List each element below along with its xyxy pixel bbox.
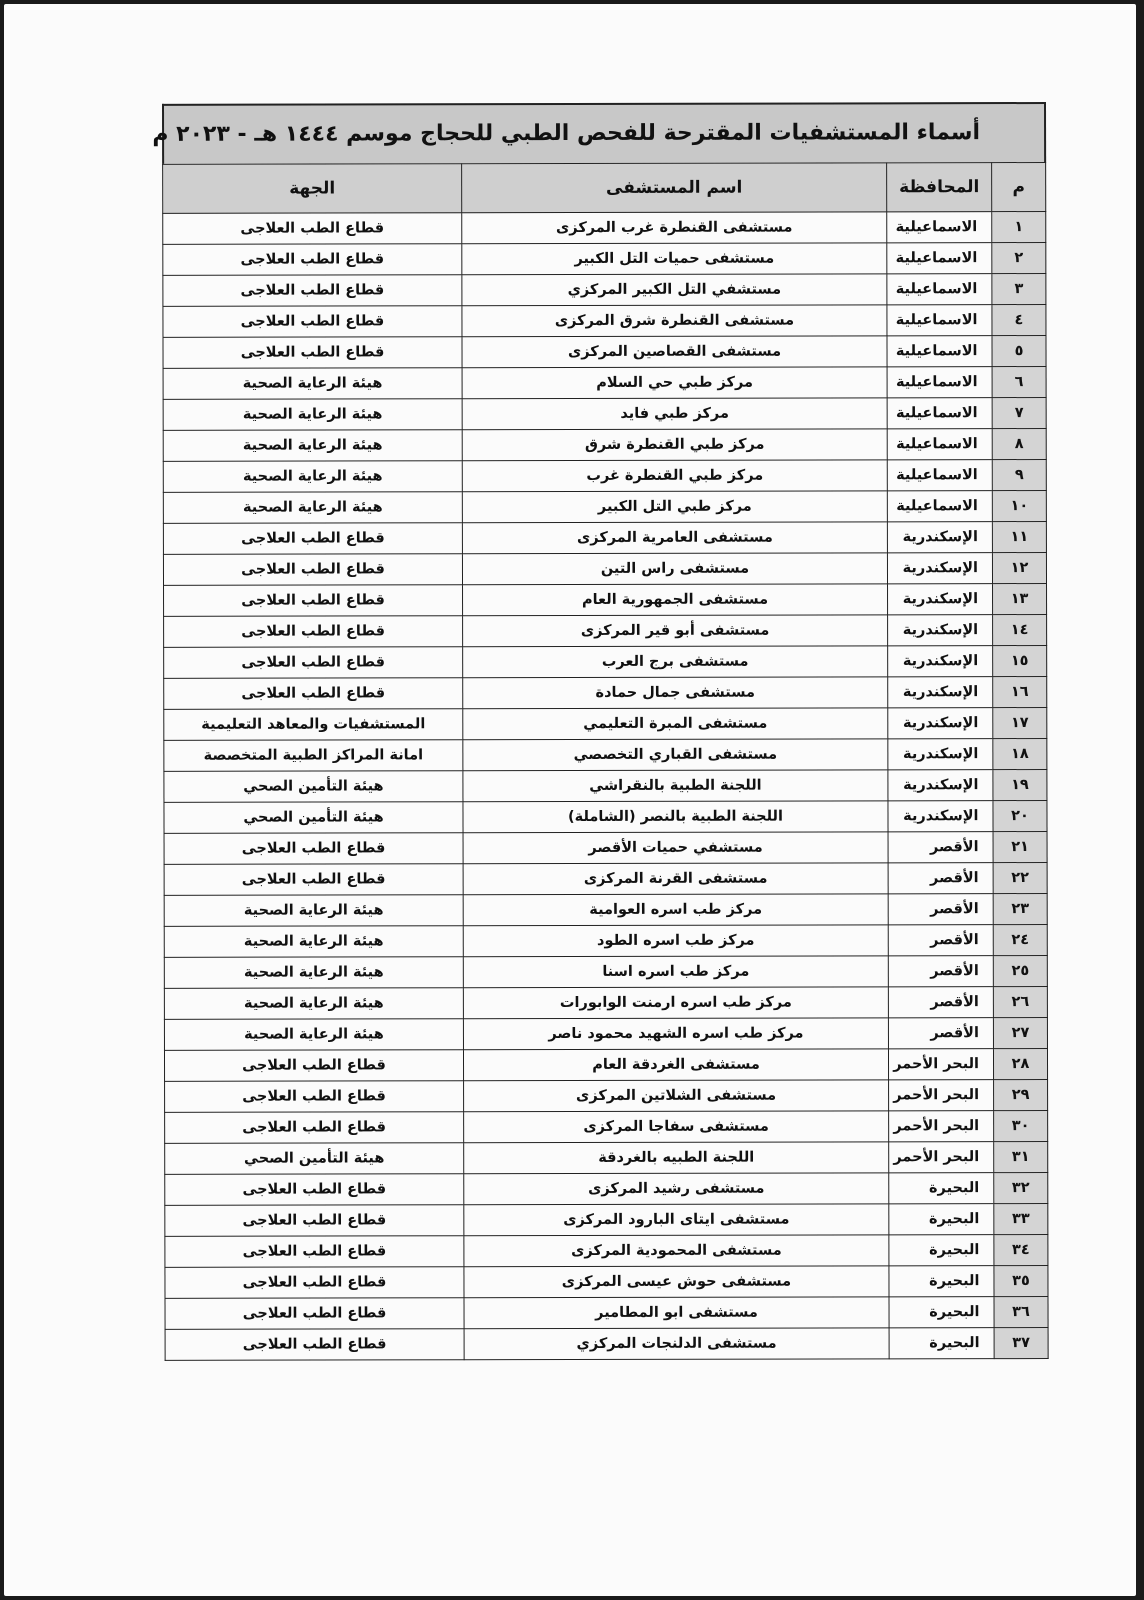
row-authority: قطاع الطب العلاجى	[164, 678, 463, 710]
row-hospital: مستشفى الغردقة العام	[463, 1049, 888, 1081]
row-authority: قطاع الطب العلاجى	[165, 1298, 464, 1330]
row-hospital: مستشفى العامرية المركزى	[462, 522, 887, 554]
row-governorate: الأقصر	[888, 894, 993, 925]
row-authority: قطاع الطب العلاجى	[164, 585, 463, 617]
row-hospital: مستشفى ابو المطامير	[464, 1297, 889, 1329]
row-governorate: الاسماعيلية	[887, 243, 992, 274]
row-governorate: الاسماعيلية	[887, 460, 992, 491]
table-row	[165, 1110, 1048, 1143]
row-authority: هيئة الرعاية الصحية	[163, 430, 462, 462]
table-row	[164, 614, 1047, 647]
row-hospital: مركز طب اسره الشهيد محمود ناصر	[463, 1018, 888, 1050]
row-authority: هيئة التأمين الصحي	[164, 771, 463, 803]
row-number: ٥	[992, 336, 1046, 367]
row-number: ١١	[992, 522, 1046, 553]
row-number: ٣٠	[994, 1110, 1048, 1141]
header-hospital: اسم المستشفى	[462, 163, 887, 213]
row-hospital: مستشفى المبرة التعليمي	[463, 708, 888, 740]
row-number: ٢٢	[993, 862, 1047, 893]
row-hospital: مستشفى الشلاتين المركزى	[464, 1080, 889, 1112]
row-number: ٩	[992, 460, 1046, 491]
row-authority: هيئة الرعاية الصحية	[164, 895, 463, 927]
row-hospital: اللجنة الطبية بالنصر (الشاملة)	[463, 801, 888, 833]
table-body	[163, 212, 1048, 1361]
row-governorate: الأقصر	[888, 832, 993, 863]
row-hospital: مستشفى حميات التل الكبير	[462, 243, 887, 275]
row-number: ١	[992, 212, 1046, 243]
row-hospital: مستشفى القرنة المركزى	[463, 863, 888, 895]
row-governorate: البحيرة	[889, 1235, 994, 1266]
row-number: ١٧	[993, 707, 1047, 738]
row-authority: هيئة الرعاية الصحية	[164, 957, 463, 989]
row-authority: هيئة التأمين الصحي	[165, 1143, 464, 1175]
row-number: ١٦	[993, 676, 1047, 707]
row-authority: امانة المراكز الطبية المتخصصة	[164, 740, 463, 772]
row-hospital: مستشفي التل الكبير المركزي	[462, 274, 887, 306]
row-authority: هيئة الرعاية الصحية	[164, 988, 463, 1020]
row-number: ٧	[992, 398, 1046, 429]
header-governorate: المحافظة	[887, 163, 992, 212]
table-row	[165, 1172, 1048, 1205]
table-row	[163, 274, 1046, 307]
row-number: ٢٩	[994, 1079, 1048, 1110]
row-governorate: البحيرة	[889, 1204, 994, 1235]
row-number: ٣٦	[994, 1296, 1048, 1327]
row-number: ١٣	[993, 584, 1047, 615]
row-authority: هيئة الرعاية الصحية	[163, 368, 462, 400]
row-hospital: مستشفى جمال حمادة	[463, 677, 888, 709]
row-hospital: مستشفى راس التين	[462, 553, 887, 585]
row-hospital: مستشفى المحمودية المركزى	[464, 1235, 889, 1267]
row-number: ٢٠	[993, 800, 1047, 831]
row-hospital: مستشفى برج العرب	[463, 646, 888, 678]
table-row	[164, 955, 1047, 988]
table-row	[163, 243, 1046, 276]
row-governorate: البحيرة	[889, 1173, 994, 1204]
row-hospital: مستشفى رشيد المركزى	[464, 1173, 889, 1205]
table-row	[163, 491, 1046, 524]
row-governorate: الاسماعيلية	[887, 274, 992, 305]
table-row	[164, 800, 1047, 833]
row-authority: قطاع الطب العلاجى	[164, 833, 463, 865]
row-number: ٢٥	[993, 955, 1047, 986]
row-authority: قطاع الطب العلاجى	[164, 1050, 463, 1082]
row-governorate: الاسماعيلية	[887, 367, 992, 398]
row-number: ٣٧	[994, 1327, 1048, 1358]
row-governorate: الإسكندرية	[888, 801, 993, 832]
table-row	[163, 522, 1046, 555]
table-row	[165, 1327, 1048, 1360]
row-governorate: الإسكندرية	[887, 553, 992, 584]
row-governorate: الإسكندرية	[888, 677, 993, 708]
table-row	[164, 676, 1047, 709]
row-number: ٢٨	[993, 1048, 1047, 1079]
table-header-row	[163, 163, 1046, 214]
hospitals-sheet	[152, 102, 1049, 1361]
row-governorate: الاسماعيلية	[887, 398, 992, 429]
row-governorate: البحيرة	[889, 1328, 994, 1359]
table-row	[165, 1203, 1048, 1236]
table-row	[165, 1265, 1048, 1298]
row-governorate: الاسماعيلية	[887, 491, 992, 522]
row-governorate: الإسكندرية	[888, 646, 993, 677]
row-hospital: مستشفى حوش عيسى المركزى	[464, 1266, 889, 1298]
row-authority: قطاع الطب العلاجى	[164, 647, 463, 679]
row-authority: هيئة الرعاية الصحية	[163, 461, 462, 493]
row-hospital: مستشفي حميات الأقصر	[463, 832, 888, 864]
row-authority: قطاع الطب العلاجى	[163, 523, 462, 555]
row-hospital: مركز طب اسره اسنا	[463, 956, 888, 988]
row-hospital: مركز طبي حي السلام	[462, 367, 887, 399]
table-row	[164, 645, 1047, 678]
row-hospital: مستشفى القصاصين المركزى	[462, 336, 887, 368]
row-number: ٢٤	[993, 924, 1047, 955]
table-row	[164, 831, 1047, 864]
row-governorate: الأقصر	[888, 863, 993, 894]
row-hospital: مركز طبي القنطرة غرب	[462, 460, 887, 492]
row-governorate: الاسماعيلية	[887, 212, 992, 243]
table-row	[164, 1017, 1047, 1050]
row-authority: قطاع الطب العلاجى	[165, 1329, 464, 1361]
row-authority: قطاع الطب العلاجى	[165, 1112, 464, 1144]
table-row	[164, 769, 1047, 802]
row-authority: قطاع الطب العلاجى	[164, 864, 463, 896]
row-authority: قطاع الطب العلاجى	[165, 1267, 464, 1299]
row-hospital: مستشفى ايتاى البارود المركزى	[464, 1204, 889, 1236]
row-governorate: الاسماعيلية	[887, 305, 992, 336]
row-hospital: مستشفى أبو قير المركزى	[463, 615, 888, 647]
table-row	[163, 212, 1046, 245]
row-number: ٣٢	[994, 1172, 1048, 1203]
row-governorate: الأقصر	[888, 987, 993, 1018]
row-governorate: الإسكندرية	[888, 770, 993, 801]
row-authority: قطاع الطب العلاجى	[163, 554, 462, 586]
row-hospital: مستشفى الجمهورية العام	[463, 584, 888, 616]
row-authority: هيئة الرعاية الصحية	[163, 399, 462, 431]
header-authority: الجهة	[163, 164, 462, 214]
row-number: ٨	[992, 429, 1046, 460]
row-number: ٦	[992, 367, 1046, 398]
row-hospital: مركز طب اسره العوامية	[463, 894, 888, 926]
row-governorate: البحيرة	[889, 1266, 994, 1297]
row-hospital: اللجنة الطبية بالنقراشي	[463, 770, 888, 802]
row-authority: هيئة الرعاية الصحية	[164, 1019, 463, 1051]
table-row	[165, 1141, 1048, 1174]
row-number: ٣	[992, 274, 1046, 305]
row-number: ٤	[992, 305, 1046, 336]
row-hospital: مستشفى القنطرة شرق المركزى	[462, 305, 887, 337]
row-authority: قطاع الطب العلاجى	[163, 306, 462, 338]
row-number: ١٢	[992, 553, 1046, 584]
table-row	[163, 460, 1046, 493]
row-authority: قطاع الطب العلاجى	[165, 1174, 464, 1206]
row-governorate: البحر الأحمر	[888, 1049, 993, 1080]
row-authority: المستشفيات والمعاهد التعليمية	[164, 709, 463, 741]
table-row	[163, 398, 1046, 431]
table-row	[164, 862, 1047, 895]
row-authority: هيئة الرعاية الصحية	[163, 492, 462, 524]
row-hospital: مركز طب اسره ارمنت الوابورات	[463, 987, 888, 1019]
table-row	[165, 1079, 1048, 1112]
hospitals-table	[162, 162, 1049, 1361]
table-row	[164, 707, 1047, 740]
row-number: ١٩	[993, 769, 1047, 800]
row-governorate: البحيرة	[889, 1297, 994, 1328]
row-number: ٣٥	[994, 1265, 1048, 1296]
table-row	[164, 986, 1047, 1019]
row-hospital: مركز طب اسره الطود	[463, 925, 888, 957]
row-authority: قطاع الطب العلاجى	[165, 1236, 464, 1268]
row-number: ١٨	[993, 738, 1047, 769]
row-authority: قطاع الطب العلاجى	[165, 1205, 464, 1237]
row-governorate: الأقصر	[888, 956, 993, 987]
row-governorate: البحر الأحمر	[889, 1080, 994, 1111]
row-number: ٣٤	[994, 1234, 1048, 1265]
table-row	[163, 305, 1046, 338]
row-authority: هيئة التأمين الصحي	[164, 802, 463, 834]
row-hospital: مستشفى سفاجا المركزى	[464, 1111, 889, 1143]
row-authority: قطاع الطب العلاجى	[163, 275, 462, 307]
row-governorate: الإسكندرية	[888, 584, 993, 615]
table-row	[165, 1234, 1048, 1267]
row-hospital: مستشفى القباري التخصصي	[463, 739, 888, 771]
row-number: ١٥	[993, 645, 1047, 676]
row-number: ٢٦	[993, 986, 1047, 1017]
row-hospital: اللجنة الطبيه بالغردقة	[464, 1142, 889, 1174]
row-number: ٣١	[994, 1141, 1048, 1172]
row-number: ٢١	[993, 831, 1047, 862]
row-number: ٣٣	[994, 1203, 1048, 1234]
document-title: أسماء المستشفيات المقترحة للفحص الطبي للحجاج موسم ١٤٤٤ هـ - ٢٠٢٣ م	[162, 102, 1046, 164]
row-hospital: مركز طبي التل الكبير	[462, 491, 887, 523]
row-authority: هيئة الرعاية الصحية	[164, 926, 463, 958]
row-hospital: مستشفى الدلنجات المركزي	[464, 1328, 889, 1360]
table-row	[163, 336, 1046, 369]
row-governorate: الإسكندرية	[888, 615, 993, 646]
row-governorate: الاسماعيلية	[887, 336, 992, 367]
row-authority: قطاع الطب العلاجى	[163, 337, 462, 369]
row-hospital: مركز طبي القنطرة شرق	[462, 429, 887, 461]
row-hospital: مستشفى القنطرة غرب المركزى	[462, 212, 887, 244]
table-row	[164, 738, 1047, 771]
row-governorate: الاسماعيلية	[887, 429, 992, 460]
table-row	[164, 924, 1047, 957]
table-row	[163, 429, 1046, 462]
table-row	[165, 1296, 1048, 1329]
row-governorate: الأقصر	[888, 1018, 993, 1049]
row-governorate: البحر الأحمر	[889, 1111, 994, 1142]
row-governorate: الأقصر	[888, 925, 993, 956]
row-governorate: الإسكندرية	[888, 739, 993, 770]
row-authority: قطاع الطب العلاجى	[163, 244, 462, 276]
header-number: م	[992, 163, 1046, 212]
row-number: ١٠	[992, 491, 1046, 522]
row-governorate: الإسكندرية	[887, 522, 992, 553]
table-row	[164, 584, 1047, 617]
row-number: ٢٣	[993, 893, 1047, 924]
row-governorate: البحر الأحمر	[889, 1142, 994, 1173]
row-number: ٢٧	[993, 1017, 1047, 1048]
row-number: ١٤	[993, 614, 1047, 645]
table-row	[163, 367, 1046, 400]
row-hospital: مركز طبي فايد	[462, 398, 887, 430]
row-governorate: الإسكندرية	[888, 708, 993, 739]
row-authority: قطاع الطب العلاجى	[164, 616, 463, 648]
row-authority: قطاع الطب العلاجى	[165, 1081, 464, 1113]
table-row	[164, 893, 1047, 926]
row-number: ٢	[992, 243, 1046, 274]
document-page	[4, 4, 1136, 1596]
row-authority: قطاع الطب العلاجى	[163, 213, 462, 245]
table-row	[164, 1048, 1047, 1081]
table-row	[163, 553, 1046, 586]
